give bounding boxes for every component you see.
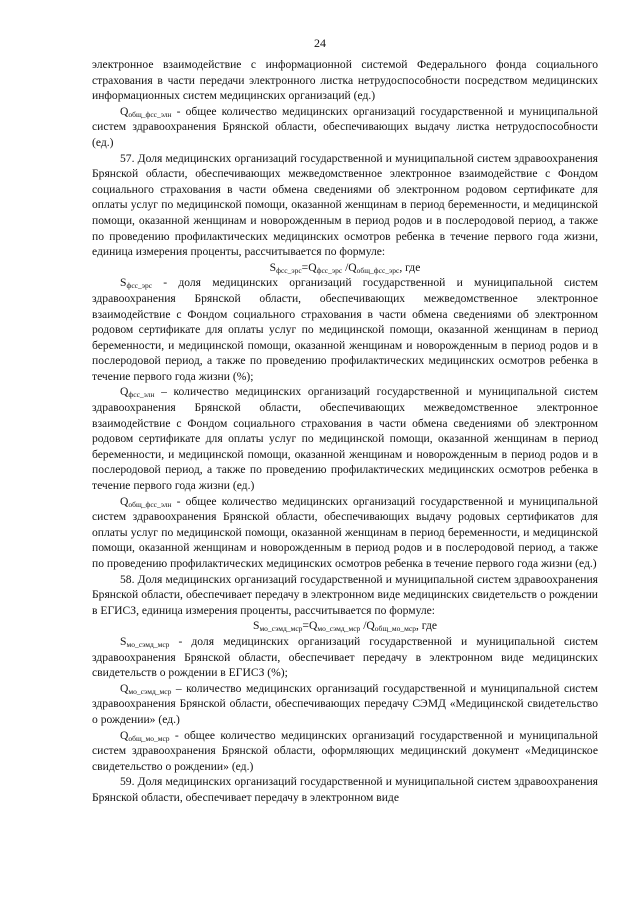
definition-q-obsh-fss-eln-2: $Q_{общ\_фсс\_элн}$ - общее количество медицинских организаций государственной и муниципальной систем здравоохранения Брянской области, обеспечивающих выдачу родовых сертификатов для оплаты услуг по медицинской помощи, оказанной женщинам в период беременности, и медицинской помощи, оказанной женщинам и новорожденным в период родов и в послеродовой период, а также по проведению профилактических медицинских осмотров ребенка в течение первого года жизни (ед.) — [92, 494, 598, 570]
definition-q-mo-semd: $Q_{мо\_сэмд\_мср}$ – количество медицинских организаций государственной и муниципальной систем здравоохранения Брянской области, обеспечивающих передачу СЭМД «Медицинской свидетельство о рождении» (ед.) — [92, 681, 598, 726]
formula-58: $S_{мо\_сэмд\_мср}=Q_{мо\_сэмд\_мср}$ $/Q_{общ\_мо\_мср}$, где — [252, 619, 437, 634]
term-symbol: $S_{мо\_сэмд\_мср}$ — [120, 634, 170, 649]
term-symbol: $Q_{общ\_фсс\_элн}$ — [120, 494, 172, 509]
definition-q-obsh-fss-eln: $Q_{общ\_фсс\_элн}$ - общее количество медицинских организаций государственной и муниципальной систем здравоохранения Брянской области, обеспечивающих выдачу листка нетрудоспособности (ед.) — [92, 104, 598, 149]
document-body — [92, 57, 598, 806]
formula-57: $S_{фсс\_эрс}=Q_{фсс\_эрс}$ $/Q_{общ\_фсс\_эрс}$, где — [269, 260, 421, 275]
term-symbol: $Q_{общ\_мо\_мср}$ — [120, 728, 170, 743]
paragraph-eln-continuation: электронное взаимодействие с информационной системой Федерального фонда социального страхования в части передачи электронного листка нетрудоспособности посредством медицинских информационных систем медицинских организаций (ед.) — [92, 58, 598, 103]
term-symbol: $Q_{мо\_сэмд\_мср}$ — [120, 681, 172, 696]
term-symbol: $Q_{общ\_фсс\_элн}$ — [120, 104, 172, 119]
definition-q-obsh-mo: $Q_{общ\_мо\_мср}$ - общее количество медицинских организаций государственной и муниципальной систем здравоохранения Брянской области, оформляющих медицинский документ «Медицинское свидетельство о рождении» (ед.) — [92, 728, 598, 773]
item-57-heading: 57. Доля медицинских организаций государственной и муниципальной систем здравоохранения Брянской области, обеспечивающих межведомственное электронное взаимодействие с Фондом социального страхования в части обмена сведениями об электронном родовом сертификате для оплаты услуг по медицинской помощи, оказанной женщинам в период беременности, и медицинской помощи, оказанной женщинам и новорожденным в период родов и в послеродовой период, а также по проведению профилактических медицинских осмотров ребенка в течение первого года жизни, единица измерения проценты, рассчитывается по формуле: — [92, 151, 598, 259]
term-symbol: $Q_{фсс\_элн}$ — [120, 385, 155, 400]
definition-q-fss-eln: $Q_{фсс\_элн}$ – количество медицинских организаций государственной и муниципальной систем здравоохранения Брянской области, обеспечивающих межведомственное электронное взаимодействие с Фондом социального страхования в части обмена сведениями об электронном родовом сертификате для оплаты услуг по медицинской помощи, оказанной женщинам в период беременности, и медицинской помощи, оказанной женщинам и новорожденным в период родов и в послеродовой период, а также по проведению профилактических медицинских осмотров ребенка в течение первого года жизни (ед.) — [92, 385, 598, 493]
item-59-heading: 59. Доля медицинских организаций государственной и муниципальной систем здравоохранения Брянской области, обеспечивает передачу в электронном виде — [92, 775, 598, 804]
item-58-heading: 58. Доля медицинских организаций государственной и муниципальной систем здравоохранения Брянской области, обеспечивает передачу в электронном виде медицинских свидетельств о рождении в ЕГИСЗ, единица измерения проценты, рассчитывается по формуле: — [92, 572, 598, 617]
definition-s-fss-ers: $S_{фсс\_эрс}$ - доля медицинских организаций государственной и муниципальной систем здравоохранения Брянской области, обеспечивающих межведомственное электронное взаимодействие с Фондом социального страхования в части обмена сведениями об электронном родовом сертификате для оплаты услуг по медицинской помощи, оказанной женщинам в период беременности, и медицинской помощи, оказанной женщинам и новорожденным в период родов и в послеродовой период, а также по проведению профилактических медицинских осмотров ребенка в течение первого года жизни (%); — [92, 276, 598, 383]
definition-s-mo-semd: $S_{мо\_сэмд\_мср}$ - доля медицинских организаций государственной и муниципальной систем здравоохранения Брянской области, обеспечивает передачу в электронном виде медицинских свидетельств о рождении в ЕГИСЗ (%); — [92, 634, 598, 680]
term-symbol: $S_{фсс\_эрс}$ — [120, 276, 153, 291]
page-number: 24 — [314, 36, 326, 50]
